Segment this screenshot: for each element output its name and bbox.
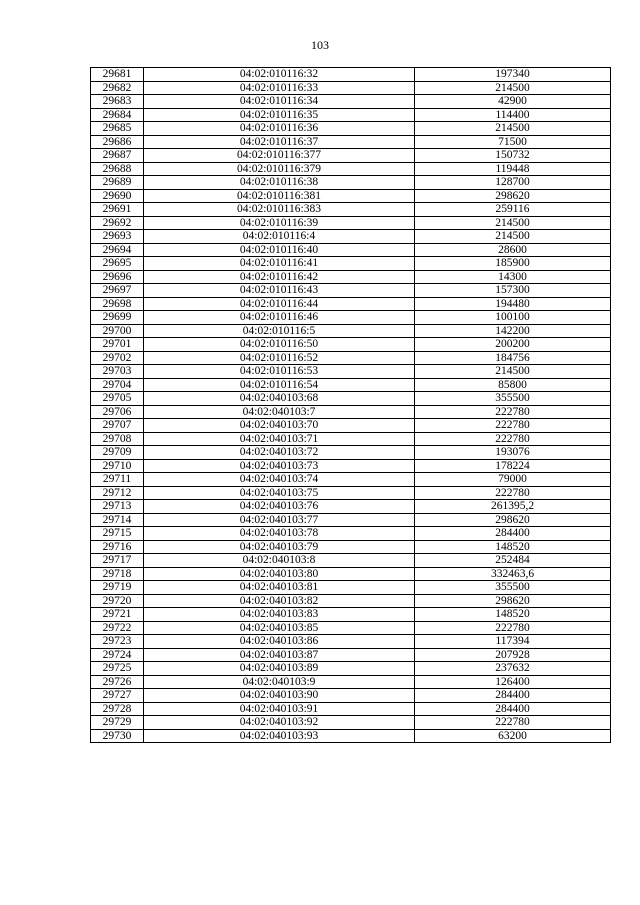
table-row bbox=[91, 270, 611, 284]
table-row bbox=[91, 527, 611, 541]
row-number-cell: 29718 bbox=[91, 567, 144, 581]
row-number-cell: 29712 bbox=[91, 486, 144, 500]
value-cell: 222780 bbox=[415, 716, 611, 730]
cadastral-number-cell: 04:02:010116:379 bbox=[144, 162, 415, 176]
table-row bbox=[91, 689, 611, 703]
cadastral-number-cell: 04:02:010116:50 bbox=[144, 338, 415, 352]
table-row bbox=[91, 189, 611, 203]
value-cell: 28600 bbox=[415, 243, 611, 257]
cadastral-number-cell: 04:02:010116:43 bbox=[144, 284, 415, 298]
value-cell: 119448 bbox=[415, 162, 611, 176]
table-row bbox=[91, 459, 611, 473]
row-number-cell: 29685 bbox=[91, 122, 144, 136]
value-cell: 214500 bbox=[415, 122, 611, 136]
value-cell: 157300 bbox=[415, 284, 611, 298]
value-cell: 126400 bbox=[415, 675, 611, 689]
value-cell: 222780 bbox=[415, 432, 611, 446]
row-number-cell: 29699 bbox=[91, 311, 144, 325]
value-cell: 252484 bbox=[415, 554, 611, 568]
row-number-cell: 29729 bbox=[91, 716, 144, 730]
row-number-cell: 29688 bbox=[91, 162, 144, 176]
cadastral-number-cell: 04:02:010116:42 bbox=[144, 270, 415, 284]
page-number: 103 bbox=[311, 38, 329, 52]
cadastral-number-cell: 04:02:010116:52 bbox=[144, 351, 415, 365]
table-row bbox=[91, 635, 611, 649]
value-cell: 117394 bbox=[415, 635, 611, 649]
value-cell: 222780 bbox=[415, 486, 611, 500]
table-row bbox=[91, 540, 611, 554]
cadastral-number-cell: 04:02:040103:85 bbox=[144, 621, 415, 635]
value-cell: 222780 bbox=[415, 621, 611, 635]
row-number-cell: 29697 bbox=[91, 284, 144, 298]
table-row bbox=[91, 122, 611, 136]
row-number-cell: 29694 bbox=[91, 243, 144, 257]
value-cell: 222780 bbox=[415, 405, 611, 419]
table-row bbox=[91, 513, 611, 527]
table-row bbox=[91, 432, 611, 446]
table-row bbox=[91, 675, 611, 689]
value-cell: 214500 bbox=[415, 216, 611, 230]
value-cell: 185900 bbox=[415, 257, 611, 271]
value-cell: 150732 bbox=[415, 149, 611, 163]
cadastral-number-cell: 04:02:040103:91 bbox=[144, 702, 415, 716]
value-cell: 284400 bbox=[415, 527, 611, 541]
value-cell: 200200 bbox=[415, 338, 611, 352]
row-number-cell: 29715 bbox=[91, 527, 144, 541]
row-number-cell: 29722 bbox=[91, 621, 144, 635]
table-row bbox=[91, 149, 611, 163]
cadastral-number-cell: 04:02:040103:92 bbox=[144, 716, 415, 730]
cadastral-number-cell: 04:02:040103:78 bbox=[144, 527, 415, 541]
table-row bbox=[91, 621, 611, 635]
row-number-cell: 29682 bbox=[91, 81, 144, 95]
value-cell: 100100 bbox=[415, 311, 611, 325]
cadastral-number-cell: 04:02:040103:87 bbox=[144, 648, 415, 662]
table-row bbox=[91, 95, 611, 109]
table-row bbox=[91, 473, 611, 487]
cadastral-number-cell: 04:02:010116:37 bbox=[144, 135, 415, 149]
value-cell: 184756 bbox=[415, 351, 611, 365]
cadastral-number-cell: 04:02:040103:90 bbox=[144, 689, 415, 703]
row-number-cell: 29713 bbox=[91, 500, 144, 514]
value-cell: 142200 bbox=[415, 324, 611, 338]
cadastral-number-cell: 04:02:010116:44 bbox=[144, 297, 415, 311]
value-cell: 148520 bbox=[415, 608, 611, 622]
table-row bbox=[91, 648, 611, 662]
row-number-cell: 29716 bbox=[91, 540, 144, 554]
cadastral-number-cell: 04:02:010116:32 bbox=[144, 68, 415, 82]
value-cell: 214500 bbox=[415, 365, 611, 379]
row-number-cell: 29706 bbox=[91, 405, 144, 419]
cadastral-number-cell: 04:02:040103:83 bbox=[144, 608, 415, 622]
cadastral-number-cell: 04:02:010116:383 bbox=[144, 203, 415, 217]
table-row bbox=[91, 203, 611, 217]
cadastral-number-cell: 04:02:040103:86 bbox=[144, 635, 415, 649]
cadastral-number-cell: 04:02:010116:5 bbox=[144, 324, 415, 338]
table-row bbox=[91, 729, 611, 743]
row-number-cell: 29719 bbox=[91, 581, 144, 595]
cadastral-number-cell: 04:02:040103:7 bbox=[144, 405, 415, 419]
cadastral-number-cell: 04:02:010116:46 bbox=[144, 311, 415, 325]
table-row bbox=[91, 581, 611, 595]
row-number-cell: 29702 bbox=[91, 351, 144, 365]
cadastral-number-cell: 04:02:040103:73 bbox=[144, 459, 415, 473]
table-row bbox=[91, 230, 611, 244]
row-number-cell: 29689 bbox=[91, 176, 144, 190]
row-number-cell: 29683 bbox=[91, 95, 144, 109]
row-number-cell: 29727 bbox=[91, 689, 144, 703]
value-cell: 79000 bbox=[415, 473, 611, 487]
cadastral-number-cell: 04:02:040103:93 bbox=[144, 729, 415, 743]
table-row bbox=[91, 365, 611, 379]
table-row bbox=[91, 284, 611, 298]
row-number-cell: 29696 bbox=[91, 270, 144, 284]
table-row bbox=[91, 594, 611, 608]
table-row bbox=[91, 162, 611, 176]
value-cell: 332463,6 bbox=[415, 567, 611, 581]
table-row bbox=[91, 716, 611, 730]
value-cell: 284400 bbox=[415, 689, 611, 703]
row-number-cell: 29684 bbox=[91, 108, 144, 122]
cadastral-number-cell: 04:02:010116:39 bbox=[144, 216, 415, 230]
table-row bbox=[91, 446, 611, 460]
row-number-cell: 29700 bbox=[91, 324, 144, 338]
table-row bbox=[91, 216, 611, 230]
value-cell: 71500 bbox=[415, 135, 611, 149]
row-number-cell: 29681 bbox=[91, 68, 144, 82]
cadastral-number-cell: 04:02:040103:74 bbox=[144, 473, 415, 487]
row-number-cell: 29725 bbox=[91, 662, 144, 676]
row-number-cell: 29728 bbox=[91, 702, 144, 716]
value-cell: 197340 bbox=[415, 68, 611, 82]
table-row bbox=[91, 68, 611, 82]
cadastral-number-cell: 04:02:040103:79 bbox=[144, 540, 415, 554]
cadastral-number-cell: 04:02:010116:41 bbox=[144, 257, 415, 271]
row-number-cell: 29690 bbox=[91, 189, 144, 203]
value-cell: 128700 bbox=[415, 176, 611, 190]
table-row bbox=[91, 662, 611, 676]
row-number-cell: 29692 bbox=[91, 216, 144, 230]
row-number-cell: 29704 bbox=[91, 378, 144, 392]
row-number-cell: 29721 bbox=[91, 608, 144, 622]
cadastral-number-cell: 04:02:040103:77 bbox=[144, 513, 415, 527]
table-row bbox=[91, 297, 611, 311]
value-cell: 298620 bbox=[415, 513, 611, 527]
row-number-cell: 29686 bbox=[91, 135, 144, 149]
value-cell: 222780 bbox=[415, 419, 611, 433]
value-cell: 355500 bbox=[415, 392, 611, 406]
value-cell: 355500 bbox=[415, 581, 611, 595]
value-cell: 259116 bbox=[415, 203, 611, 217]
row-number-cell: 29730 bbox=[91, 729, 144, 743]
table-body bbox=[91, 68, 611, 743]
value-cell: 114400 bbox=[415, 108, 611, 122]
row-number-cell: 29723 bbox=[91, 635, 144, 649]
row-number-cell: 29701 bbox=[91, 338, 144, 352]
table-row bbox=[91, 419, 611, 433]
value-cell: 207928 bbox=[415, 648, 611, 662]
value-cell: 284400 bbox=[415, 702, 611, 716]
cadastral-number-cell: 04:02:040103:71 bbox=[144, 432, 415, 446]
row-number-cell: 29698 bbox=[91, 297, 144, 311]
cadastral-number-cell: 04:02:010116:34 bbox=[144, 95, 415, 109]
cadastral-number-cell: 04:02:010116:36 bbox=[144, 122, 415, 136]
table-row bbox=[91, 500, 611, 514]
table-row bbox=[91, 81, 611, 95]
value-cell: 14300 bbox=[415, 270, 611, 284]
cadastral-number-cell: 04:02:010116:4 bbox=[144, 230, 415, 244]
value-cell: 194480 bbox=[415, 297, 611, 311]
table-row bbox=[91, 608, 611, 622]
cadastral-number-cell: 04:02:040103:72 bbox=[144, 446, 415, 460]
cadastral-number-cell: 04:02:010116:33 bbox=[144, 81, 415, 95]
row-number-cell: 29708 bbox=[91, 432, 144, 446]
table-row bbox=[91, 135, 611, 149]
row-number-cell: 29717 bbox=[91, 554, 144, 568]
table-row bbox=[91, 405, 611, 419]
table-row bbox=[91, 257, 611, 271]
row-number-cell: 29693 bbox=[91, 230, 144, 244]
table-row bbox=[91, 243, 611, 257]
table-row bbox=[91, 567, 611, 581]
table-row bbox=[91, 338, 611, 352]
value-cell: 261395,2 bbox=[415, 500, 611, 514]
row-number-cell: 29707 bbox=[91, 419, 144, 433]
value-cell: 214500 bbox=[415, 81, 611, 95]
cadastral-number-cell: 04:02:040103:81 bbox=[144, 581, 415, 595]
value-cell: 214500 bbox=[415, 230, 611, 244]
row-number-cell: 29687 bbox=[91, 149, 144, 163]
cadastral-number-cell: 04:02:010116:40 bbox=[144, 243, 415, 257]
cadastral-number-cell: 04:02:010116:38 bbox=[144, 176, 415, 190]
row-number-cell: 29726 bbox=[91, 675, 144, 689]
row-number-cell: 29720 bbox=[91, 594, 144, 608]
cadastral-number-cell: 04:02:040103:89 bbox=[144, 662, 415, 676]
cadastral-number-cell: 04:02:040103:9 bbox=[144, 675, 415, 689]
cadastral-number-cell: 04:02:040103:80 bbox=[144, 567, 415, 581]
table-row bbox=[91, 486, 611, 500]
cadastral-number-cell: 04:02:010116:53 bbox=[144, 365, 415, 379]
value-cell: 63200 bbox=[415, 729, 611, 743]
value-cell: 85800 bbox=[415, 378, 611, 392]
table-row bbox=[91, 311, 611, 325]
cadastral-number-cell: 04:02:040103:68 bbox=[144, 392, 415, 406]
value-cell: 42900 bbox=[415, 95, 611, 109]
table-row bbox=[91, 378, 611, 392]
table-row bbox=[91, 702, 611, 716]
table-row bbox=[91, 176, 611, 190]
cadastral-value-table bbox=[90, 67, 611, 743]
table-row bbox=[91, 554, 611, 568]
value-cell: 193076 bbox=[415, 446, 611, 460]
value-cell: 237632 bbox=[415, 662, 611, 676]
row-number-cell: 29710 bbox=[91, 459, 144, 473]
value-cell: 178224 bbox=[415, 459, 611, 473]
value-cell: 148520 bbox=[415, 540, 611, 554]
cadastral-number-cell: 04:02:010116:35 bbox=[144, 108, 415, 122]
value-cell: 298620 bbox=[415, 189, 611, 203]
cadastral-number-cell: 04:02:010116:377 bbox=[144, 149, 415, 163]
row-number-cell: 29695 bbox=[91, 257, 144, 271]
cadastral-number-cell: 04:02:040103:70 bbox=[144, 419, 415, 433]
cadastral-number-cell: 04:02:040103:8 bbox=[144, 554, 415, 568]
cadastral-number-cell: 04:02:040103:75 bbox=[144, 486, 415, 500]
row-number-cell: 29711 bbox=[91, 473, 144, 487]
row-number-cell: 29709 bbox=[91, 446, 144, 460]
cadastral-number-cell: 04:02:040103:82 bbox=[144, 594, 415, 608]
table-row bbox=[91, 351, 611, 365]
table-row bbox=[91, 108, 611, 122]
row-number-cell: 29703 bbox=[91, 365, 144, 379]
row-number-cell: 29714 bbox=[91, 513, 144, 527]
row-number-cell: 29724 bbox=[91, 648, 144, 662]
table-row bbox=[91, 324, 611, 338]
row-number-cell: 29705 bbox=[91, 392, 144, 406]
cadastral-number-cell: 04:02:010116:381 bbox=[144, 189, 415, 203]
cadastral-number-cell: 04:02:010116:54 bbox=[144, 378, 415, 392]
row-number-cell: 29691 bbox=[91, 203, 144, 217]
value-cell: 298620 bbox=[415, 594, 611, 608]
table-row bbox=[91, 392, 611, 406]
cadastral-number-cell: 04:02:040103:76 bbox=[144, 500, 415, 514]
